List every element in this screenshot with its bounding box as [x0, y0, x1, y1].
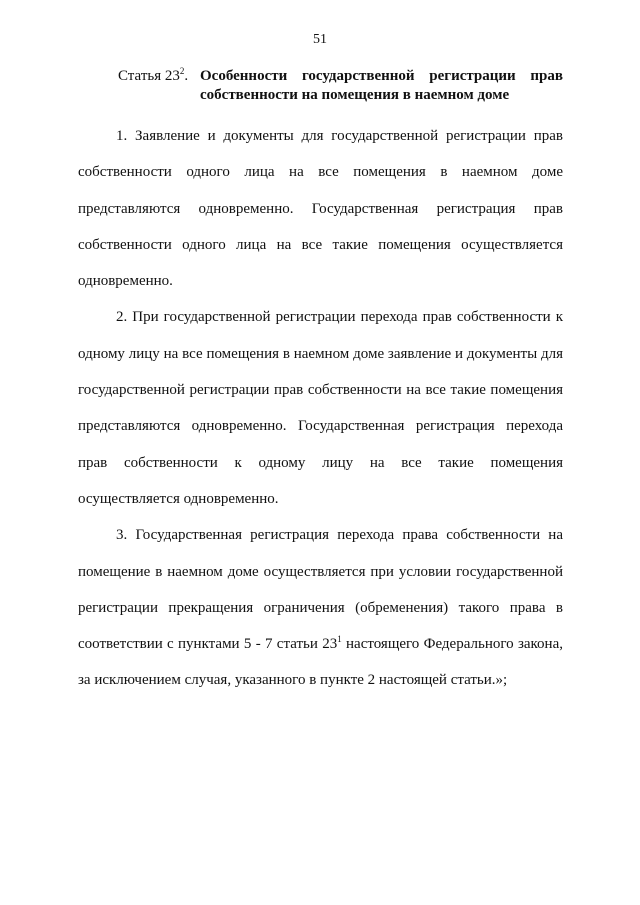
article-title-line-1: Особенности государственной регистрации прав — [200, 68, 563, 84]
paragraph-1: 1. Заявление и документы для государственной регистрации прав собственности одного лица на все помещения в наемном доме представляются одновременно. Государственная регистрация прав собственности одного лица на все такие помещения осуществляется одновременно. — [78, 128, 563, 290]
article-number-superscript: 2 — [179, 66, 185, 76]
article-title-line-2: собственности на помещения в наемном доме — [200, 87, 510, 103]
reference-superscript: 1 — [337, 634, 342, 645]
page-number: 51 — [313, 32, 327, 47]
article-title — [200, 67, 563, 105]
article-heading — [118, 67, 563, 105]
article-body — [78, 118, 563, 699]
paragraph-3: 3. Государственная регистрация перехода права собственности на помещение в наемном доме осуществляется при условии государственной регистрации прекращения ограничения (обременения) такого права в соответствии с пунктами 5 - 7 статьи $23^1$ настоящего Федерального закона, за исключением случая, указанного в пункте 2 настоящей статьи.»; — [78, 527, 563, 689]
paragraph-2: 2. При государственной регистрации перехода прав собственности к одному лицу на все помещения в наемном доме заявление и документы для государственной регистрации прав собственности на все такие помещения представляются одновременно. Государственная регистрация перехода прав собственности к одному лицу на все такие помещения осуществляется одновременно. — [78, 309, 563, 507]
article-number: Статья $23^2$. — [118, 66, 189, 84]
